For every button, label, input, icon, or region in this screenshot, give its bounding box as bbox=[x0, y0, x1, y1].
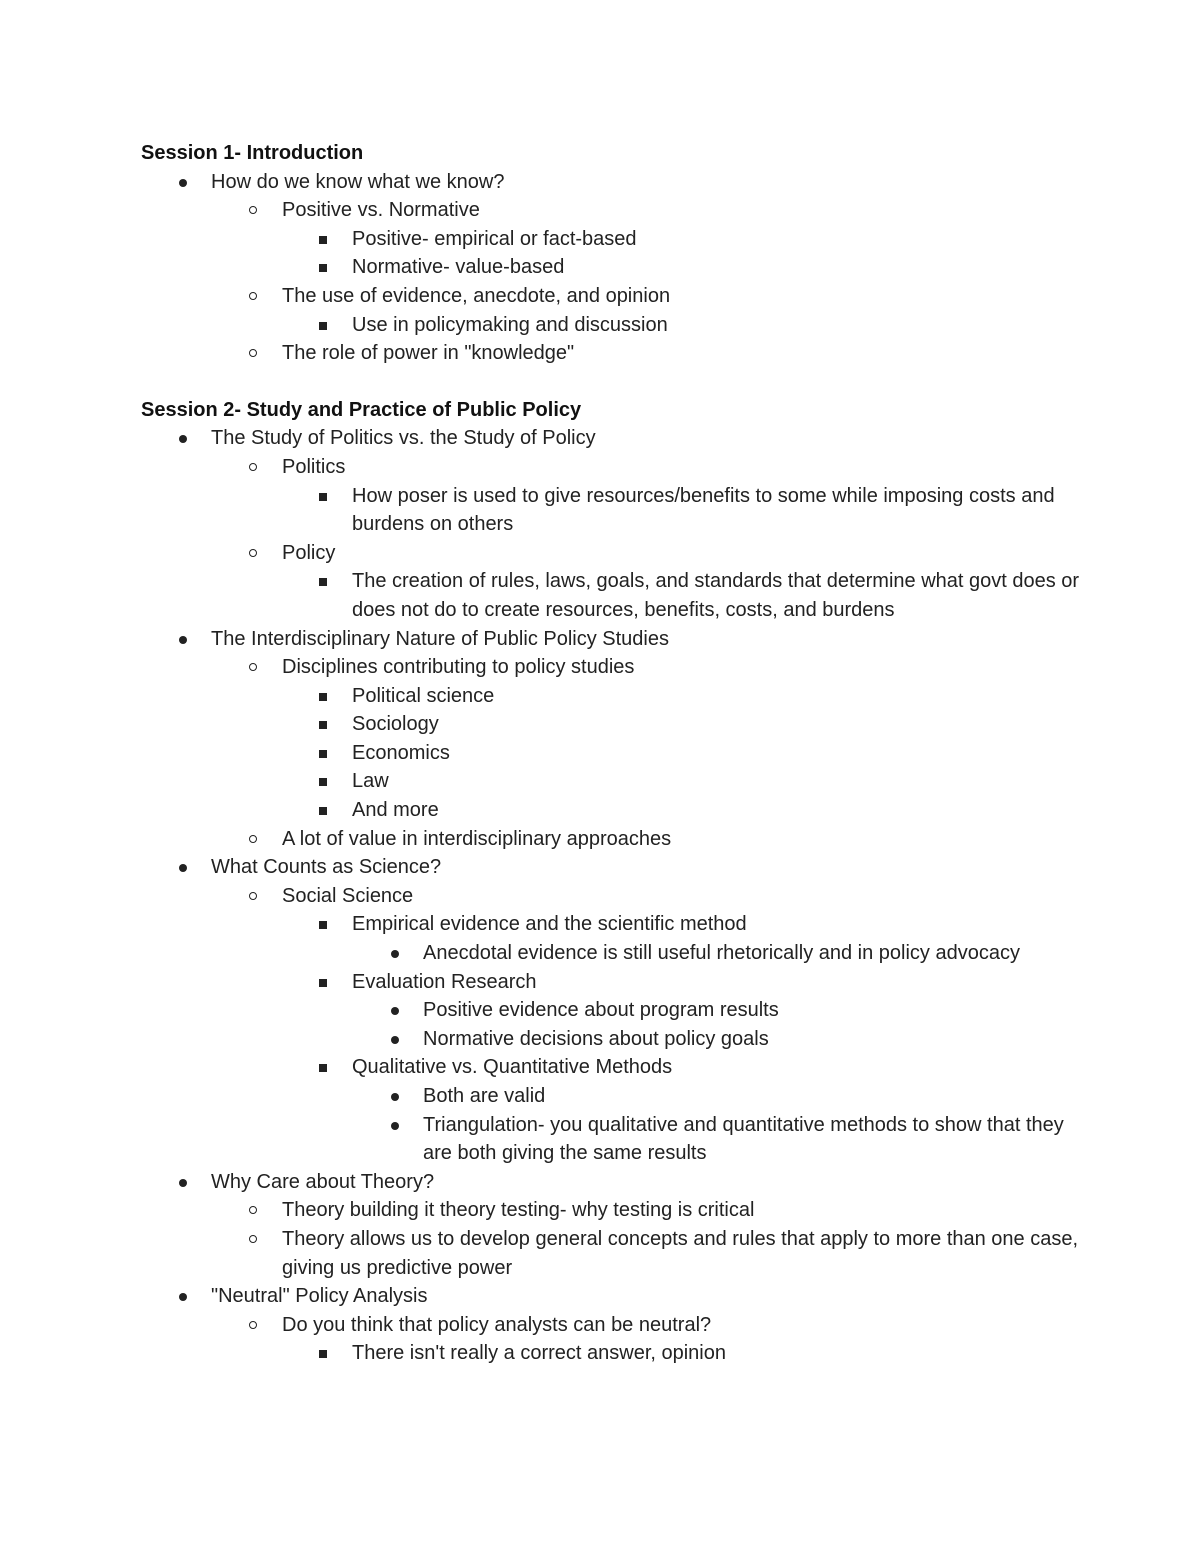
list-item-text: The Study of Politics vs. the Study of Policy bbox=[211, 427, 596, 450]
list-item bbox=[141, 767, 1081, 796]
list-item-text: Both are valid bbox=[423, 1085, 546, 1107]
list-item-text: "Neutral" Policy Analysis bbox=[211, 1285, 428, 1308]
list-item bbox=[141, 882, 1081, 911]
list-item bbox=[141, 1196, 1081, 1225]
list-item bbox=[141, 1311, 1081, 1340]
list-item bbox=[141, 996, 1081, 1025]
list-item-text: Normative decisions about policy goals bbox=[423, 1027, 769, 1050]
list-item-text: Policy bbox=[282, 541, 336, 564]
list-item bbox=[141, 196, 1081, 225]
section-heading-session-1: Session 1- Introduction bbox=[141, 142, 364, 164]
list-item-text: Politics bbox=[282, 455, 346, 478]
list-item-text: Positive evidence about program results bbox=[423, 999, 779, 1022]
list-item bbox=[141, 939, 1081, 968]
document-content bbox=[141, 139, 1081, 1368]
list-item-text: There isn't really a correct answer, opinion bbox=[352, 1342, 726, 1365]
list-item bbox=[141, 739, 1081, 768]
list-item-text: Why Care about Theory? bbox=[211, 1170, 435, 1193]
session-2-outline bbox=[141, 424, 1081, 1368]
list-item bbox=[141, 282, 1081, 311]
list-item bbox=[141, 539, 1081, 568]
list-item-text: The creation of rules, laws, goals, and standards that determine what govt does or does not do to create resources, benefits, costs, and burdens bbox=[352, 570, 1080, 621]
list-item bbox=[141, 653, 1081, 682]
list-item-text: Empirical evidence and the scientific method bbox=[352, 913, 747, 936]
list-item-text: A lot of value in interdisciplinary approaches bbox=[282, 827, 672, 850]
list-item bbox=[141, 1225, 1081, 1282]
list-item-text: How poser is used to give resources/benefits to some while imposing costs and burdens on others bbox=[352, 484, 1055, 536]
list-item bbox=[141, 853, 1081, 882]
list-item bbox=[141, 910, 1081, 939]
list-item-text: Do you think that policy analysts can be neutral? bbox=[282, 1313, 712, 1336]
list-item bbox=[141, 1168, 1081, 1197]
list-item bbox=[141, 710, 1081, 739]
list-item-text: The use of evidence, anecdote, and opinion bbox=[282, 284, 671, 307]
list-item bbox=[141, 567, 1081, 624]
list-item-text: Disciplines contributing to policy studies bbox=[282, 656, 635, 679]
list-item-text: The role of power in "knowledge" bbox=[282, 342, 575, 365]
list-item bbox=[141, 625, 1081, 654]
list-item-text: Social Science bbox=[282, 884, 414, 907]
list-item bbox=[141, 1282, 1081, 1311]
list-item bbox=[141, 453, 1081, 482]
list-item-text: Law bbox=[352, 770, 389, 793]
list-item-text: The Interdisciplinary Nature of Public Policy Studies bbox=[211, 627, 669, 650]
list-item bbox=[141, 253, 1081, 282]
list-item-text: Theory building it theory testing- why testing is critical bbox=[282, 1199, 755, 1222]
list-item-text: Sociology bbox=[352, 713, 439, 736]
list-item bbox=[141, 311, 1081, 340]
list-item-text: And more bbox=[352, 799, 439, 822]
list-item bbox=[141, 225, 1081, 254]
list-item-text: How do we know what we know? bbox=[211, 170, 505, 193]
list-item-text: Positive- empirical or fact-based bbox=[352, 227, 637, 250]
list-item bbox=[141, 339, 1081, 368]
list-item bbox=[141, 1025, 1081, 1054]
list-item bbox=[141, 1082, 1081, 1111]
list-item bbox=[141, 1111, 1081, 1168]
list-item-text: Theory allows us to develop general concepts and rules that apply to more than one case, giving us predictive power bbox=[282, 1227, 1079, 1279]
list-item bbox=[141, 682, 1081, 711]
section-heading-session-2: Session 2- Study and Practice of Public Policy bbox=[141, 398, 582, 421]
list-item-text: Evaluation Research bbox=[352, 970, 537, 993]
list-item-text: Triangulation- you qualitative and quantitative methods to show that they are both giving the same results bbox=[423, 1113, 1064, 1165]
list-item-text: Economics bbox=[352, 741, 450, 764]
list-item bbox=[141, 1053, 1081, 1082]
list-item bbox=[141, 1339, 1081, 1368]
list-item-text: Political science bbox=[352, 684, 495, 707]
list-item-text: Positive vs. Normative bbox=[282, 199, 480, 222]
list-item-text: Qualitative vs. Quantitative Methods bbox=[352, 1056, 673, 1079]
list-item bbox=[141, 796, 1081, 825]
list-item bbox=[141, 825, 1081, 854]
list-item-text: What Counts as Science? bbox=[211, 856, 442, 879]
list-item-text: Use in policymaking and discussion bbox=[352, 313, 668, 336]
list-item bbox=[141, 482, 1081, 539]
list-item bbox=[141, 424, 1081, 453]
session-1-outline bbox=[141, 168, 1081, 368]
list-item-text: Anecdotal evidence is still useful rhetorically and in policy advocacy bbox=[423, 942, 1020, 965]
list-item bbox=[141, 168, 1081, 197]
list-item-text: Normative- value-based bbox=[352, 256, 565, 279]
list-item bbox=[141, 968, 1081, 997]
